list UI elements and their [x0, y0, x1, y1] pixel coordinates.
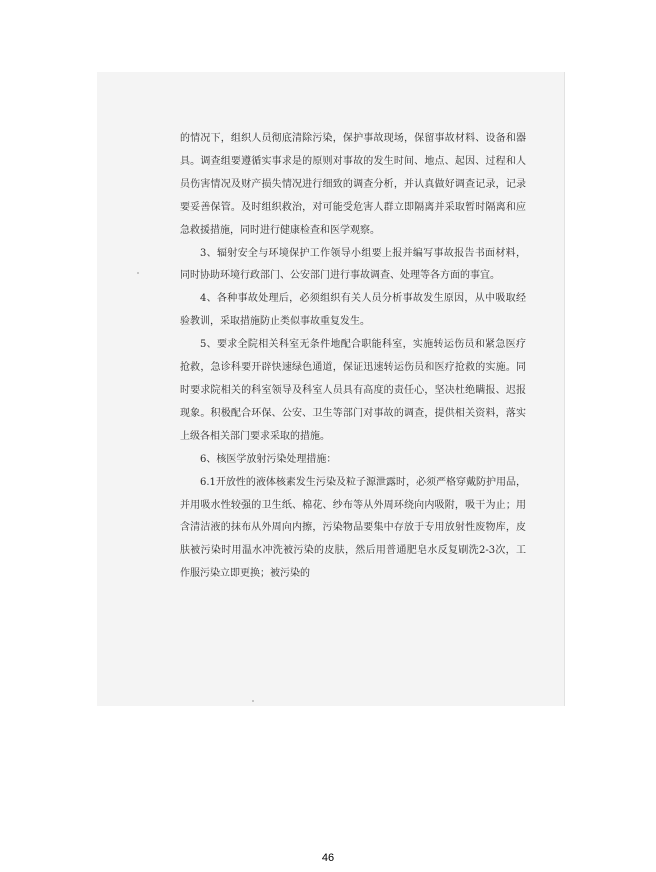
paragraph-2: 3、辐射安全与环境保护工作领导小组要上报并编写事故报告书面材料，同时协助环境行政部门、公安部门进行事故调查、处理等各方面的事宜。 [180, 247, 526, 282]
paragraph-3: 4、各种事故处理后，必须组织有关人员分析事故发生原因，从中吸取经验教训，采取措施防止类似事故重复发生。 [180, 293, 526, 328]
page-number: 46 [321, 852, 335, 864]
scan-speck [137, 272, 139, 274]
scanned-page [97, 72, 565, 706]
scan-speck [252, 700, 254, 702]
paragraph-1: 的情况下，组织人员彻底清除污染，保护事故现场，保留事故材料、设备和器具。调查组要遵循实事求是的原则对事故的发生时间、地点、起因、过程和人员伤害情况及财产损失情况进行细致的调查分析，并认真做好调查记录，记录要妥善保管。及时组织救治，对可能受危害人群立即隔离并采取暂时隔离和应急救援措施，同时进行健康检查和医学观察。 [180, 133, 526, 236]
paragraph-6: 6.1开放性的液体核素发生污染及粒子源泄露时，必须严格穿戴防护用品，并用吸水性较强的卫生纸、棉花、纱布等从外周环绕向内吸附，吸干为止；用含清洁液的抹布从外周向内擦，污染物品要集中存放于专用放射性废物库，皮肤被污染时用温水冲洗被污染的皮肤，然后用普通肥皂水反复刷洗2-3次，工作服污染立即更换；被污染的 [180, 476, 526, 580]
paragraph-5: 6、核医学放射污染处理措施： [200, 453, 337, 465]
document-body [180, 128, 526, 586]
paragraph-4: 5、要求全院相关科室无条件地配合职能科室，实施转运伤员和紧急医疗抢救，急诊科要开辟快速绿色通道，保证迅速转运伤员和医疗抢救的实施。同时要求院相关的科室领导及科室人员具有高度的责任心，坚决杜绝瞒报、迟报现象。积极配合环保、公安、卫生等部门对事故的调查，提供相关资料，落实上级各相关部门要求采取的措施。 [180, 339, 526, 442]
